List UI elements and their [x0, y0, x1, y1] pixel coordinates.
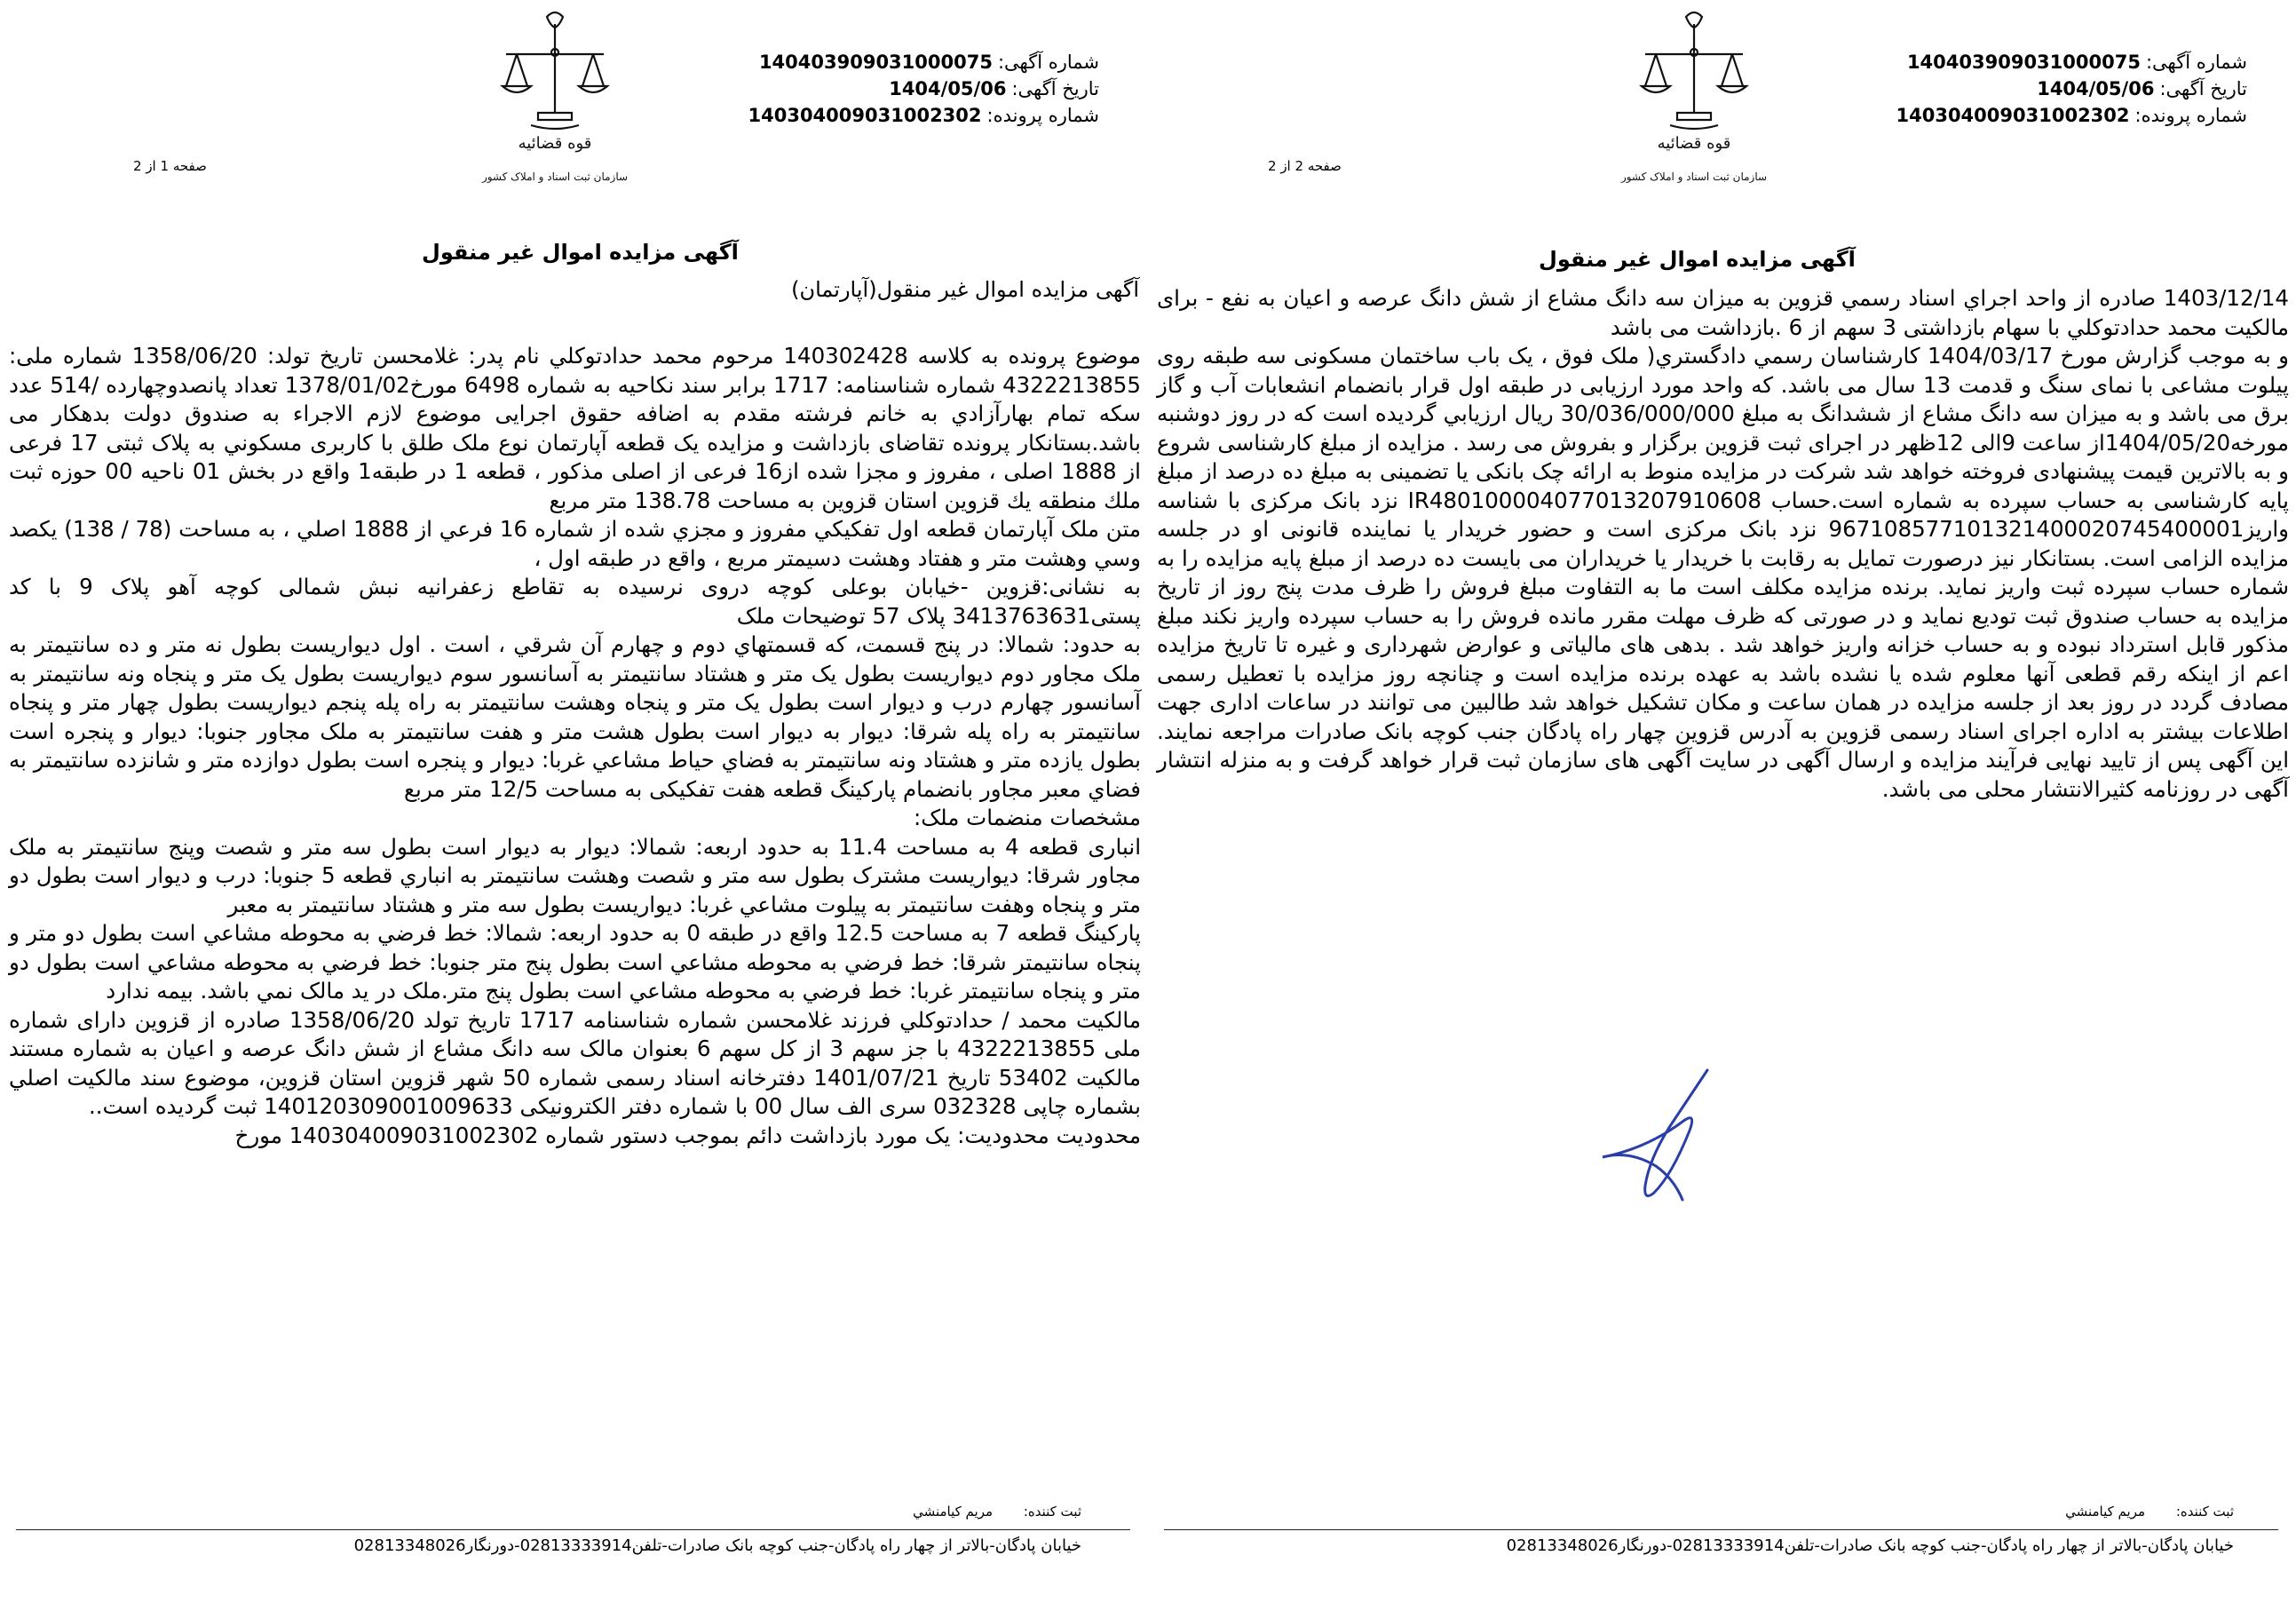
- registrar-name: مريم کيامنشي: [2065, 1504, 2146, 1520]
- emblem-text-top: قوه قضائیه: [518, 134, 592, 153]
- paragraph-restriction: محدودیت محدودیت: یک مورد بازداشت دائم بموجب دستور شماره 140304009031002302 مورخ: [234, 1122, 1141, 1148]
- notice-number-label: شماره آگهی:: [2145, 52, 2247, 73]
- notice-date: 1404/05/06: [2037, 78, 2155, 99]
- page-number: صفحه 2 از 2: [1268, 158, 1342, 174]
- footer-address: خیابان پادگان-بالاتر از چهار راه پادگان-جنب کوچه بانک صادرات-تلفن02813333914-دورنگار02813348026: [353, 1536, 1081, 1555]
- case-number: 140304009031002302: [748, 105, 982, 126]
- notice-body: [9, 342, 1141, 1150]
- signature: [1574, 1061, 1752, 1221]
- paragraph-case-subject: موضوع پرونده به کلاسه 140302428 مرحوم محمد حدادتوکلي نام پدر: غلامحسن تاريخ تولد: 1358/06/20 شماره ملی: 4322213855 شماره شناسنامه: 1717 برابر سند نکاحیه به شماره 6498 مورخ1378/01/02 تعداد پانصدوچهارده /514 عدد سکه تمام بهارآزادي به خانم فرشته مقدم به اضافه حقوق اجرايی موضوع لازم الاجراء به صندوق دولت بدهکار می باشد.بستانکار پرونده تقاضای بازداشت و مزایده یک قطعه آپارتمان نوع ملک طلق با کاربری مسکوني به پلاک ثبتی 17 فرعی از 1888 اصلی ، مفروز و مجزا شده از16 فرعی از اصلی مذکور ، قطعه 1 در طبقه1 واقع در بخش 01 ناحیه 00 حوزه ثبت ملك منطقه يك قزوين استان قزوين به مساحت 138.78 متر مربع: [9, 343, 1142, 513]
- case-number-label: شماره پرونده:: [2134, 105, 2247, 126]
- emblem-text-bottom: سازمان ثبت اسناد و املاک کشور: [481, 171, 629, 183]
- paragraph-storage: انباری قطعه 4 به مساحت 11.4 به حدود اربعه: شمالا: ديوار به ديوار است بطول سه متر و شصت وپنج سانتيمتر به ملک مجاور شرقا: ديواريست مشترک بطول سه متر و شصت وهشت سانتيمتر به انباري قطعه 5 جنوبا: درب و ديوار است بطول دو متر و پنجاه وهفت سانتيمتر به پيلوت مشاعي غربا: ديواريست بطول سه متر و هشتاد سانتيمتر به معبر: [9, 833, 1141, 917]
- notice-page-2: [1148, 0, 2296, 1603]
- footer-divider: [1164, 1529, 2278, 1530]
- paragraph-apartment-text: متن ملک آپارتمان قطعه اول تفکیکي مفروز و مجزي شده از شماره 16 فرعي از 1888 اصلي ، به مساحت (78 / 138) يکصد وسي وهشت متر و هفتاد وهشت دسيمتر مربع ، واقع در طبقه اول ،: [9, 516, 1141, 571]
- paragraph-address: به نشانی:قزوین -خیابان بوعلی کوچه دروی نرسیده به تقاطع زعفرانیه نبش شمالی کوچه آهو پلاک 9 با کد پستی3413763631 پلاک 57 توضیحات ملک: [9, 574, 1141, 629]
- paragraph-auction-terms: و به موجب گزارش مورخ 1404/03/17 کارشناسان رسمي دادگستري( ملک فوق ، یک باب ساختمان مسکونی سه طبقه روی پیلوت مشاعی با نمای سنگ و قدمت 13 سال می باشد. که واحد مورد ارزیابی در طبقه اول قرار بانضمام انشعابات آب و گاز برق می باشد و به میزان سه دانگ مشاع از ششدانگ به مبلغ 30/036/000/000 ریال ارزيابي گرديده است که در روز دوشنبه مورخه1404/05/20از ساعت 9الی 12ظهر در اجرای ثبت قزوین برگزار و بفروش می رسد . مزایده از مبلغ کارشناسی شروع و به بالاترین قیمت پیشنهادی فروخته خواهد شد شرکت در مزایده منوط به ارائه چک بانکی یا تضمینی به مبلغ ده درصد از مبلغ پایه کارشناسی به حساب سپرده به شماره است.حساب IR480100004077013207910608 نزد بانک مرکزی با شناسه واریز967108577101321400020745400001 نزد بانک مرکزی است و حضور خریدار یا نماینده قانونی او در جلسه مزایده الزامی است. بستانکار نیز درصورت تمایل به رقابت با خریدار یا خریداران می بایست ده درصد از مبلغ پایه مزایده را به شماره حساب سپرده ثبت واریز نماید. برنده مزایده مکلف است ما به التفاوت مبلغ فروش را ظرف مدت پنج روز از تاریخ مزایده به حساب صندوق ثبت تودیع نماید و در صورتی که ظرف مهلت مقرر مانده فروش را به حساب سپرده واریز نکند مبلغ مذکور قابل استرداد نبوده و به حساب خزانه واریز خواهد شد . بدهی های مالیاتی و عوارض شهرداری و غیره تا تاریخ مزایده اعم از اینکه رقم قطعی آنها معلوم شده یا نشده باشد به عهده برنده مزایده است و چنانچه روز مزایده با تعطیل رسمی مصادف گردد در روز بعد از جلسه مزایده در همان ساعت و مکان تشکیل خواهد شد طالبین می توانند در ساعات اداری جهت اطلاعات بیشتر به اداره اجرای اسناد رسمی قزوین به آدرس قزوین چهار راه پادگان جنب کوچه بانک صادرات مراجعه نمایند. این آگهی پس از تایید نهایی فرآیند مزایده و ارسال آگهی در سایت آگهی های سازمان ثبت قرار خواهد گرفت و به منزله انتشار آگهی در روزنامه کثیرالانتشار محلی می باشد.: [1157, 343, 2290, 802]
- notice-body: [1157, 284, 2289, 804]
- footer-divider: [16, 1529, 1130, 1530]
- notice-date-label: تاریخ آگهی:: [1011, 78, 1099, 99]
- case-number-label: شماره پرونده:: [986, 105, 1099, 126]
- registrar: [2065, 1504, 2234, 1520]
- emblem-text-bottom: سازمان ثبت اسناد و املاک کشور: [1620, 171, 1768, 183]
- notice-number-label: شماره آگهی:: [997, 52, 1099, 73]
- paragraph-parking: پارکینگ قطعه 7 به مساحت 12.5 واقع در طبقه 0 به حدود اربعه: شمالا: خط فرضي به محوطه مشاعي است بطول دو متر و پنجاه سانتيمتر شرقا: خط فرضي به محوطه مشاعي است بطول پنج متر جنوبا: خط فرضي به محوطه مشاعي است بطول دو متر و پنجاه سانتيمتر غربا: خط فرضي به محوطه مشاعي است بطول پنج متر.ملک در يد مالک نمي باشد. بيمه ندارد: [9, 920, 1141, 1004]
- footer-address: خیابان پادگان-بالاتر از چهار راه پادگان-جنب کوچه بانک صادرات-تلفن02813333914-دورنگار02813348026: [1506, 1536, 2234, 1555]
- judiciary-emblem-icon: [479, 4, 630, 209]
- document-title: آگهی مزایده اموال غیر منقول: [1539, 247, 1856, 272]
- registrar: [913, 1504, 1081, 1520]
- notice-number: 140403909031000075: [758, 52, 993, 73]
- notice-number: 140403909031000075: [1906, 52, 2141, 73]
- notice-meta: [748, 49, 1100, 129]
- case-number: 140304009031002302: [1896, 105, 2130, 126]
- paragraph-boundaries: به حدود: شمالا: در پنج قسمت، که قسمتهاي دوم و چهارم آن شرقي ، است . اول ديواريست بطول نه متر و ده سانتيمتر به ملک مجاور دوم ديواريست بطول يک متر و هشتاد سانتيمتر به آسانسور سوم ديواريست بطول يک متر و پنجاه ونه سانتيمتر به آسانسور چهارم درب و ديوار است بطول يک متر و پنجاه وهشت سانتيمتر به راه پله پنجم ديواريست بطول چهار متر و پنجاه سانتيمتر به راه پله شرقا: ديوار به ديوار است بطول هشت متر و هفت سانتيمتر به ملک مجاور جنوبا: ديوار و پنجره است بطول يازده متر و هشتاد ونه سانتيمتر به فضاي حياط مشاعي غربا: ديوار و پنجره است بطول دوازده متر و شانزده سانتيمتر به فضاي معبر مجاور بانضمام پارکینگ قطعه هفت تفکیکی به مساحت 12/5 متر مربع: [9, 631, 1141, 802]
- page-number: صفحه 1 از 2: [133, 158, 207, 174]
- judiciary-emblem-icon: [1619, 4, 1770, 209]
- registrar-name: مريم کيامنشي: [913, 1504, 994, 1520]
- paragraph-seizure: 1403/12/14 صادره از واحد اجراي اسناد رسمي قزوين به میزان سه دانگ مشاع از شش دانگ عرصه و اعیان به نفع - برای مالکیت محمد حدادتوکلي با سهام بازداشتی 3 سهم از 6 .بازداشت می باشد: [1157, 285, 2289, 340]
- notice-meta: [1896, 49, 2248, 129]
- paragraph-annex-heading: مشخصات منضمات ملک:: [913, 805, 1141, 830]
- document-title: آگهی مزایده اموال غیر منقول: [422, 240, 739, 265]
- emblem-text-top: قوه قضائیه: [1657, 134, 1731, 153]
- notice-date-label: تاریخ آگهی:: [2159, 78, 2247, 99]
- document-subtitle: آگهی مزایده اموال غیر منقول(آپارتمان): [791, 277, 1139, 302]
- paragraph-ownership: مالکیت محمد / حدادتوکلي فرزند غلامحسن شماره شناسنامه 1717 تاریخ تولد 1358/06/20 صادره از قزوین دارای شماره ملی 4322213855 با جز سهم 3 از کل سهم 6 بعنوان مالک سه دانگ مشاع از شش دانگ عرصه و اعیان به شماره مستند مالکیت 53402 تاریخ 1401/07/21 دفترخانه اسناد رسمی شماره 50 شهر قزوین استان قزوین، موضوع سند مالکیت اصلي بشماره چاپی 032328 سری الف سال 00 با شماره دفتر الکترونیکی 140120309001009633 ثبت گرديده است..: [9, 1006, 1142, 1119]
- notice-date: 1404/05/06: [889, 78, 1007, 99]
- registrar-label: ثبت کننده:: [1023, 1504, 1081, 1520]
- registrar-label: ثبت کننده:: [2175, 1504, 2234, 1520]
